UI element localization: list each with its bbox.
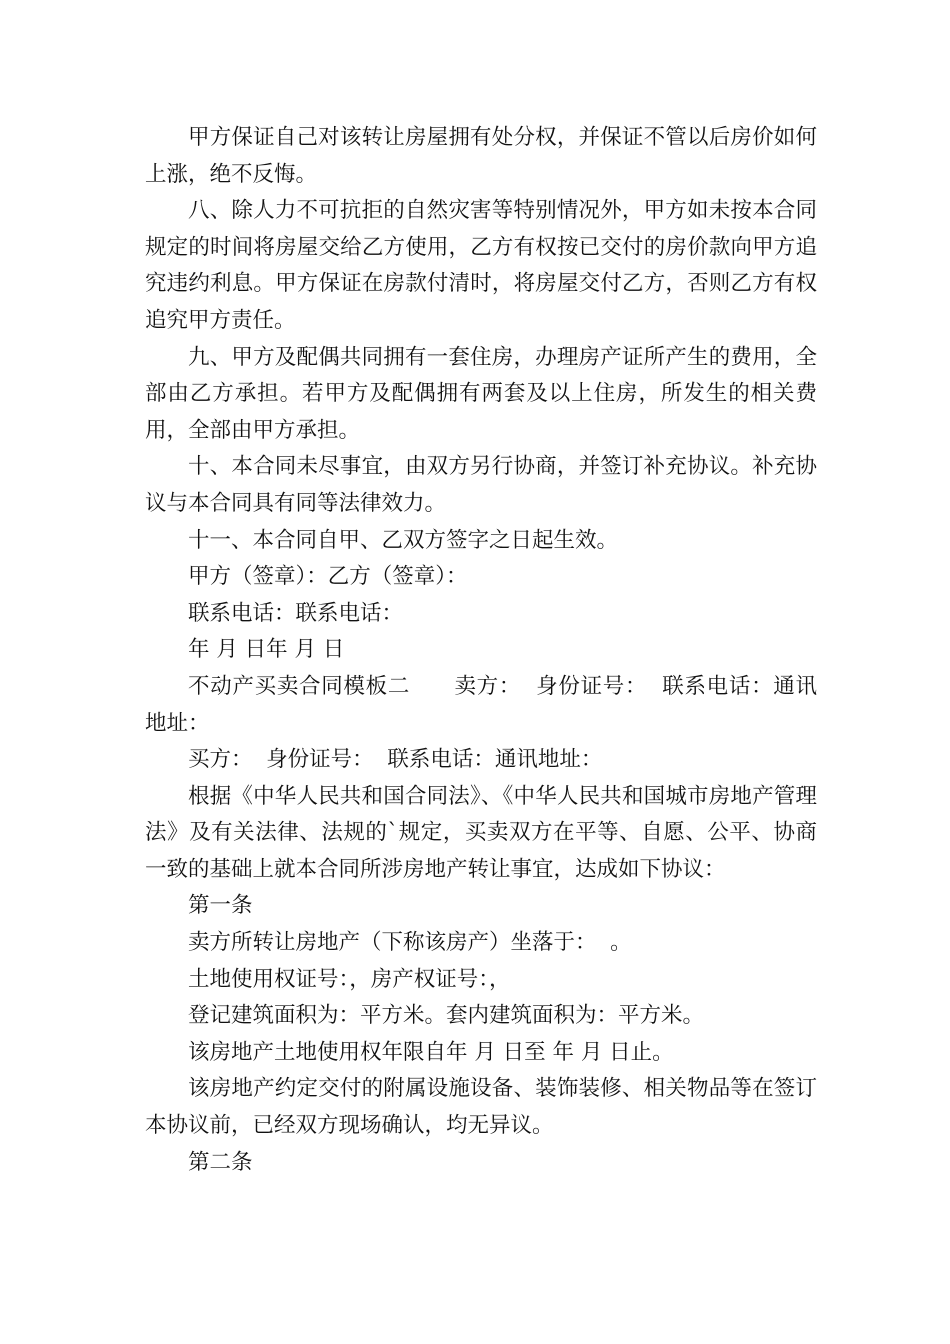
article-2-heading: 第二条 [188, 1149, 253, 1175]
signature-line: 甲方（签章）：乙方（签章）： [188, 564, 468, 590]
article-1-heading: 第一条 [188, 893, 253, 919]
paragraph-legal-basis: 根据《中华人民共和国合同法》、《中华人民共和国城市房地产管理法》及有关法律、法规的`规定，买卖双方在平等、自愿、公平、协商一致的基础上就本合同所涉房地产转让事宜，达成如下协议： [145, 783, 817, 882]
document-page [145, 120, 817, 1181]
paragraph-clause-9: 九、甲方及配偶共同拥有一套住房，办理房产证所产生的费用，全部由乙方承担。若甲方及配偶拥有两套及以上住房，所发生的相关费用，全部由甲方承担。 [145, 344, 817, 443]
certificate-numbers-line: 土地使用权证号：，房产权证号：， [188, 966, 511, 992]
property-location-line: 卖方所转让房地产（下称该房产）坐落于： 。 [188, 930, 632, 956]
buyer-line: 买方： 身份证号： 联系电话：通讯地址： [188, 747, 603, 773]
phone-line: 联系电话：联系电话： [188, 600, 404, 626]
floor-area-line: 登记建筑面积为：平方米。套内建筑面积为：平方米。 [188, 1003, 705, 1029]
paragraph-seller-guarantee: 甲方保证自己对该转让房屋拥有处分权，并保证不管以后房价如何上涨，绝不反悔。 [145, 125, 817, 187]
template-two-seller-line: 不动产买卖合同模板二 卖方： 身份证号： 联系电话：通讯地址： [145, 673, 817, 736]
paragraph-clause-8: 八、除人力不可抗拒的自然灾害等特别情况外，甲方如未按本合同规定的时间将房屋交给乙方使用，乙方有权按已交付的房价款向甲方追究违约利息。甲方保证在房款付清时，将房屋交付乙方，否则乙方有权追究甲方责任。 [145, 198, 817, 333]
land-use-term-line: 该房地产土地使用权年限自年 月 日至 年 月 日止。 [188, 1039, 674, 1065]
paragraph-clause-10: 十、本合同未尽事宜，由双方另行协商，并签订补充协议。补充协议与本合同具有同等法律效力。 [145, 454, 817, 516]
date-line: 年 月 日年 月 日 [188, 637, 345, 663]
paragraph-fixtures-confirmation: 该房地产约定交付的附属设施设备、装饰装修、相关物品等在签订本协议前，已经双方现场确认，均无异议。 [145, 1076, 817, 1139]
paragraph-clause-11: 十一、本合同自甲、乙双方签字之日起生效。 [188, 527, 619, 553]
